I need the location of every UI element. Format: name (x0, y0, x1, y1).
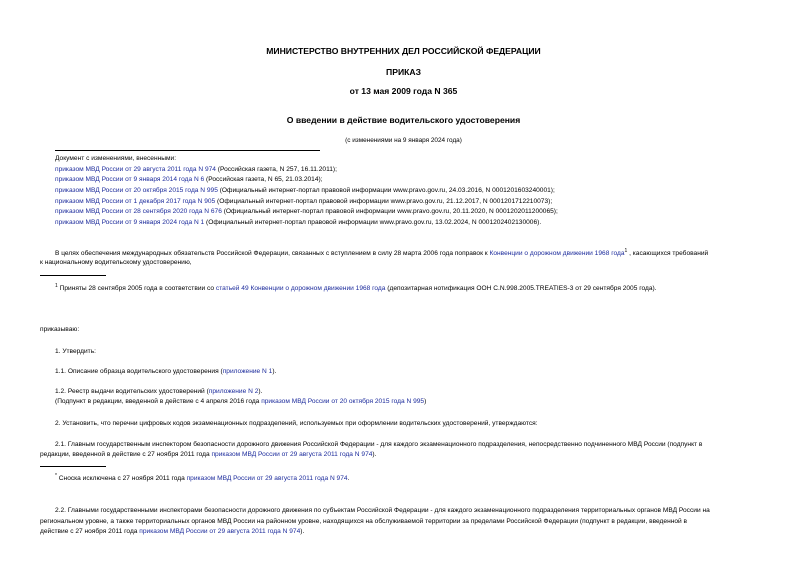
amendment-item (55, 218, 541, 227)
item-2-1-line-1: 2.1. Главным государственным инспектором безопасности дорожного движения Российской Федерации - для каждого экзаменационного подразделения, непосредственно подчиненного МВД России (подпункт в (55, 441, 703, 448)
item-text: ). (300, 528, 305, 535)
item-text: ). (372, 451, 377, 458)
amendment-link[interactable]: приказом МВД России от 29 августа 2011 года N 974 (211, 451, 373, 458)
convention-article-link[interactable]: статьей 49 Конвенции о дорожном движении 1968 года (215, 285, 386, 293)
revision-note: (с изменениями на 9 января 2024 года) (345, 137, 462, 144)
amendment-link[interactable]: приказом МВД России от 29 августа 2011 года N 974 (139, 528, 301, 535)
amendment-link[interactable]: приказом МВД России от 9 января 2024 года N 1 (55, 219, 205, 226)
footnote-text: . (347, 475, 350, 483)
footnote-divider (40, 466, 106, 467)
amendment-item (55, 175, 323, 184)
appendix-1-link[interactable]: приложение N 1 (222, 368, 273, 375)
footnote-2 (55, 472, 349, 483)
footnote-mark: 1 (624, 248, 628, 254)
item-text: редакции, введенной в действие с 27 ноября 2011 года (40, 451, 212, 458)
item-1: 1. Утвердить: (55, 348, 96, 355)
footnote-1 (55, 282, 657, 293)
prikazyvayu: приказываю: (40, 326, 80, 333)
amendment-source: (Официальный интернет-портал правовой информации www.pravo.gov.ru, 13.02.2024, N 0001202402130006). (204, 219, 542, 226)
amendment-item (55, 197, 552, 206)
amendment-item (55, 207, 558, 216)
amendment-link[interactable]: приказом МВД России от 20 октября 2015 года N 995 (55, 187, 218, 194)
item-text: ). (258, 388, 263, 395)
footnote-mark: * (55, 473, 57, 479)
item-text: 1.2. Реестр выдачи водительских удостоверений ( (55, 388, 209, 395)
amendment-source: (Официальный интернет-портал правовой информации www.pravo.gov.ru, 20.11.2020, N 0001202011200065); (221, 208, 558, 215)
ministry-heading: МИНИСТЕРСТВО ВНУТРЕННИХ ДЕЛ РОССИЙСКОЙ ФЕДЕРАЦИИ (266, 46, 541, 56)
amendment-item (55, 186, 555, 195)
footnote-text: (депозитарная нотификация ООН C.N.998.2005.TREATIES-3 от 29 сентября 2005 года). (385, 285, 657, 293)
doc-title: О введении в действие водительского удостоверения (286, 115, 521, 125)
footnote-text: Сноска исключена с 27 ноября 2011 года (56, 475, 187, 483)
preamble-line-2: к национальному водительскому удостоверению, (40, 259, 192, 266)
item-text: 1.1. Описание образца водительского удостоверения ( (55, 368, 223, 375)
amendment-link[interactable]: приказом МВД России от 29 августа 2011 года N 974 (55, 166, 216, 173)
item-1-2-note (55, 397, 426, 406)
item-1-2 (55, 387, 262, 396)
footnote-divider (40, 275, 106, 276)
doc-type: ПРИКАЗ (386, 67, 421, 77)
item-2: 2. Установить, что перечни цифровых кодов экзаменационных подразделений, используемых при оформлении водительских удостоверений, утверждаются: (55, 420, 538, 427)
amendment-source: (Официальный интернет-портал правовой информации www.pravo.gov.ru, 24.03.2016, N 0001201603240001); (217, 187, 555, 194)
appendix-2-link[interactable]: приложение N 2 (208, 388, 259, 395)
item-text: ). (272, 368, 277, 375)
preamble-line-1 (55, 247, 708, 258)
item-text: ) (424, 398, 427, 405)
convention-link[interactable]: Конвенции о дорожном движении 1968 года (489, 250, 625, 258)
amendment-link[interactable]: приказом МВД России от 28 сентября 2020 года N 676 (55, 208, 222, 215)
amendment-link[interactable]: приказом МВД России от 9 января 2014 года N 6 (55, 176, 205, 183)
divider (55, 150, 320, 151)
item-1-1 (55, 367, 276, 376)
item-2-2-line-3 (40, 527, 304, 536)
amendment-source: (Российская газета, N 257, 16.11.2011); (215, 166, 337, 173)
doc-date-number: от 13 мая 2009 года N 365 (349, 86, 458, 96)
item-text: действие с 27 ноября 2011 года (40, 528, 140, 535)
preamble-text: , касающихся требований (627, 250, 709, 258)
amendment-link[interactable]: приказом МВД России от 29 августа 2011 года N 974 (186, 475, 348, 483)
amendments-intro: Документ с изменениями, внесенными: (55, 155, 177, 162)
item-2-1-line-2 (40, 450, 376, 459)
amendment-item (55, 165, 337, 174)
item-text: (Подпункт в редакции, введенной в действие с 4 апреля 2016 года (55, 398, 262, 405)
amendment-link[interactable]: приказом МВД России от 1 декабря 2017 года N 905 (55, 198, 216, 205)
footnote-mark: 1 (55, 283, 58, 289)
footnote-text: Приняты 28 сентября 2005 года в соответствии со (57, 285, 216, 293)
amendment-link[interactable]: приказом МВД России от 20 октября 2015 года N 995 (261, 398, 425, 405)
preamble-text: В целях обеспечения международных обязательств Российской Федерации, связанных с вступлением в силу 28 марта 2006 года поправок к (55, 250, 490, 258)
amendment-source: (Официальный интернет-портал правовой информации www.pravo.gov.ru, 21.12.2017, N 0001201712210073); (215, 198, 553, 205)
item-2-2-line-2: региональном уровне, а также территориальных органов МВД России на районном уровне, находящихся на обслуживаемой территории за пределами Российской Федерации (подпункт в редакции, введенной в (40, 518, 688, 525)
amendment-source: (Российская газета, N 65, 21.03.2014); (204, 176, 323, 183)
item-2-2-line-1: 2.2. Главными государственными инспекторами безопасности дорожного движения по субъектам Российской Федерации - для каждого экзаменационного подразделения территориальных органов МВД России на (55, 507, 710, 514)
